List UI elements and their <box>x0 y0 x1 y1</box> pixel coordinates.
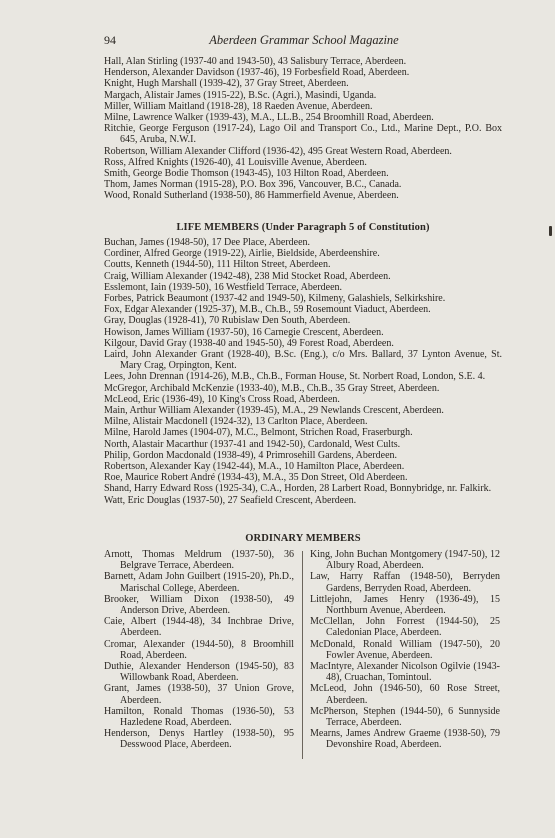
life-member-entry: Robertson, Alexander Kay (1942-44), M.A., 10 Hamilton Place, Aberdeen. <box>104 461 405 473</box>
ordinary-member-entry: King, John Buchan Montgomery (1947-50), 12 Albury Road, Aberdeen. <box>310 549 500 572</box>
life-member-entry: Philip, Gordon Macdonald (1938-49), 4 Primrosehill Gardens, Aberdeen. <box>104 449 398 461</box>
ordinary-member-entry: Caie, Albert (1944-48), 34 Inchbrae Drive, Aberdeen. <box>104 616 294 639</box>
ordinary-member-entry: Henderson, Denys Hartley (1938-50), 95 Desswood Place, Aberdeen. <box>104 728 294 751</box>
life-member-entry: Cordiner, Alfred George (1919-22), Airlie, Bieldside, Aberdeenshire. <box>104 248 380 260</box>
life-member-entry: Shand, Harry Edward Ross (1925-34), C.A., Horden, 28 Larbert Road, Bonnybridge, nr. Falkirk. <box>104 483 492 495</box>
life-members-heading: LIFE MEMBERS (Under Paragraph 5 of Constitution) <box>176 222 430 233</box>
life-member-entry: Esslemont, Iain (1939-50), 16 Westfield Terrace, Aberdeen. <box>104 281 343 293</box>
page-header <box>104 33 504 49</box>
member-entry: Robertson, William Alexander Clifford (1936-42), 495 Great Western Road, Aberdeen. <box>104 145 452 157</box>
ordinary-member-entry: Arnott, Thomas Meldrum (1937-50), 36 Belgrave Terrace, Aberdeen. <box>104 549 294 572</box>
ordinary-members-left-column <box>104 549 294 751</box>
life-member-entry: Gray, Douglas (1928-41), 70 Rubislaw Den South, Aberdeen. <box>104 315 351 327</box>
ordinary-member-entry: MacIntyre, Alexander Nicolson Ogilvie (1943-48), Cruachan, Tomintoul. <box>310 661 500 684</box>
life-member-entry: Lees, John Drennan (1914-26), M.B., Ch.B., Forman House, St. Norbert Road, London, S.E. 4. <box>104 371 486 383</box>
member-entry: Miller, William Maitland (1918-28), 18 Raeden Avenue, Aberdeen. <box>104 100 373 112</box>
magazine-title: Aberdeen Grammar School Magazine <box>209 33 399 47</box>
life-member-entry: Kilgour, David Gray (1938-40 and 1945-50), 49 Forest Road, Aberdeen. <box>104 337 394 349</box>
life-member-entry: Buchan, James (1948-50), 17 Dee Place, Aberdeen. <box>104 237 311 248</box>
ordinary-member-entry: Brooker, William Dixon (1938-50), 49 Anderson Drive, Aberdeen. <box>104 593 294 617</box>
member-entry: Smith, George Bodie Thomson (1943-45), 103 Hilton Road, Aberdeen. <box>104 168 389 180</box>
life-member-entry: Milne, Alistair Macdonell (1924-32), 13 Carlton Place, Aberdeen. <box>104 416 368 428</box>
life-member-entry: Watt, Eric Douglas (1937-50), 27 Seafield Crescent, Aberdeen. <box>104 494 357 506</box>
member-entry: Thom, James Norman (1915-28), P.O. Box 396, Vancouver, B.C., Canada. <box>104 179 402 191</box>
life-member-entry: Craig, William Alexander (1942-48), 238 Mid Stocket Road, Aberdeen. <box>104 270 391 282</box>
member-entry: Knight, Hugh Marshall (1939-42), 37 Gray Street, Aberdeen. <box>104 78 349 90</box>
ordinary-members-heading: ORDINARY MEMBERS <box>245 533 361 544</box>
life-member-entry: North, Alastair Macarthur (1937-41 and 1942-50), Cardonald, West Cults. <box>104 438 401 450</box>
life-member-entry: McLeod, Eric (1936-49), 10 King's Cross Road, Aberdeen. <box>104 393 340 405</box>
member-entry: Henderson, Alexander Davidson (1937-46), 19 Forbesfield Road, Aberdeen. <box>104 67 410 79</box>
ordinary-member-entry: McClellan, John Forrest (1944-50), 25 Caledonian Place, Aberdeen. <box>310 616 500 639</box>
life-member-entry: Roe, Maurice Robert André (1934-43), M.A., 35 Don Street, Old Aberdeen. <box>104 472 408 484</box>
continued-member-list <box>104 56 502 202</box>
ordinary-member-entry: McPherson, Stephen (1944-50), 6 Sunnyside Terrace, Aberdeen. <box>310 705 500 729</box>
life-member-entry: Forbes, Patrick Beaumont (1937-42 and 1949-50), Kilmeny, Galashiels, Selkirkshire. <box>104 293 446 305</box>
ordinary-member-entry: Duthie, Alexander Henderson (1945-50), 83 Willowbank Road, Aberdeen. <box>104 661 294 684</box>
member-entry: Wood, Ronald Sutherland (1938-50), 86 Hammerfield Avenue, Aberdeen. <box>104 190 399 202</box>
member-entry: Margach, Alistair James (1915-22), B.Sc. (Agri.), Masindi, Uganda. <box>104 89 377 101</box>
ordinary-member-entry: Cromar, Alexander (1944-50), 8 Broomhill Road, Aberdeen. <box>104 638 294 661</box>
life-member-entry: McGregor, Archibald McKenzie (1933-40), M.B., Ch.B., 35 Gray Street, Aberdeen. <box>104 382 440 394</box>
ordinary-members-right-column <box>310 549 500 751</box>
life-member-entry: Coutts, Kenneth (1944-50), 111 Hilton Street, Aberdeen. <box>104 259 331 271</box>
ordinary-members-columns <box>104 549 502 769</box>
member-entry: Ross, Alfred Knights (1926-40), 41 Louisville Avenue, Aberdeen. <box>104 156 367 168</box>
life-member-entry: Fox, Edgar Alexander (1925-37), M.B., Ch.B., 59 Rosemount Viaduct, Aberdeen. <box>104 304 431 316</box>
life-members-list <box>104 237 502 506</box>
member-entry: Milne, Lawrence Walker (1939-43), M.A., LL.B., 254 Broomhill Road, Aberdeen. <box>104 112 434 124</box>
ordinary-member-entry: Littlejohn, James Henry (1936-49), 15 Northburn Avenue, Aberdeen. <box>310 593 500 617</box>
life-member-entry: Main, Arthur William Alexander (1939-45), M.A., 29 Newlands Crescent, Aberdeen. <box>104 405 444 417</box>
ordinary-member-entry: Hamilton, Ronald Thomas (1936-50), 53 Hazledene Road, Aberdeen. <box>104 705 294 729</box>
life-member-entry: Milne, Harold James (1904-07), M.C., Belmont, Strichen Road, Fraserburgh. <box>104 427 413 439</box>
life-member-entry: Laird, John Alexander Grant (1928-40), B.Sc. (Eng.), c/o Mrs. Ballard, 37 Lynton Avenue, St. Mary Crag, Orpington, Kent. <box>104 349 502 372</box>
life-member-entry: Howison, James William (1937-50), 16 Carnegie Crescent, Aberdeen. <box>104 326 384 338</box>
member-entry: Hall, Alan Stirling (1937-40 and 1943-50), 43 Salisbury Terrace, Aberdeen. <box>104 56 407 67</box>
ordinary-member-entry: Mearns, James Andrew Graeme (1938-50), 79 Devonshire Road, Aberdeen. <box>310 728 500 751</box>
ordinary-member-entry: Grant, James (1938-50), 37 Union Grove, Aberdeen. <box>104 683 294 706</box>
ordinary-member-entry: Law, Harry Raffan (1948-50), Berryden Gardens, Berryden Road, Aberdeen. <box>310 571 500 594</box>
page-number: 94 <box>104 33 116 47</box>
ordinary-member-entry: McLeod, John (1946-50), 60 Rose Street, Aberdeen. <box>310 683 500 706</box>
ordinary-member-entry: McDonald, Ronald William (1947-50), 20 Fowler Avenue, Aberdeen. <box>310 638 500 661</box>
ordinary-member-entry: Barnett, Adam John Guilbert (1915-20), Ph.D., Marischal College, Aberdeen. <box>104 571 294 594</box>
column-divider <box>302 551 303 759</box>
page-edge-mark <box>549 226 552 236</box>
member-entry: Ritchie, George Ferguson (1917-24), Lago Oil and Transport Co., Ltd., Marine Dept., P.O. Box 645, Aruba, N.W.I. <box>104 123 502 146</box>
